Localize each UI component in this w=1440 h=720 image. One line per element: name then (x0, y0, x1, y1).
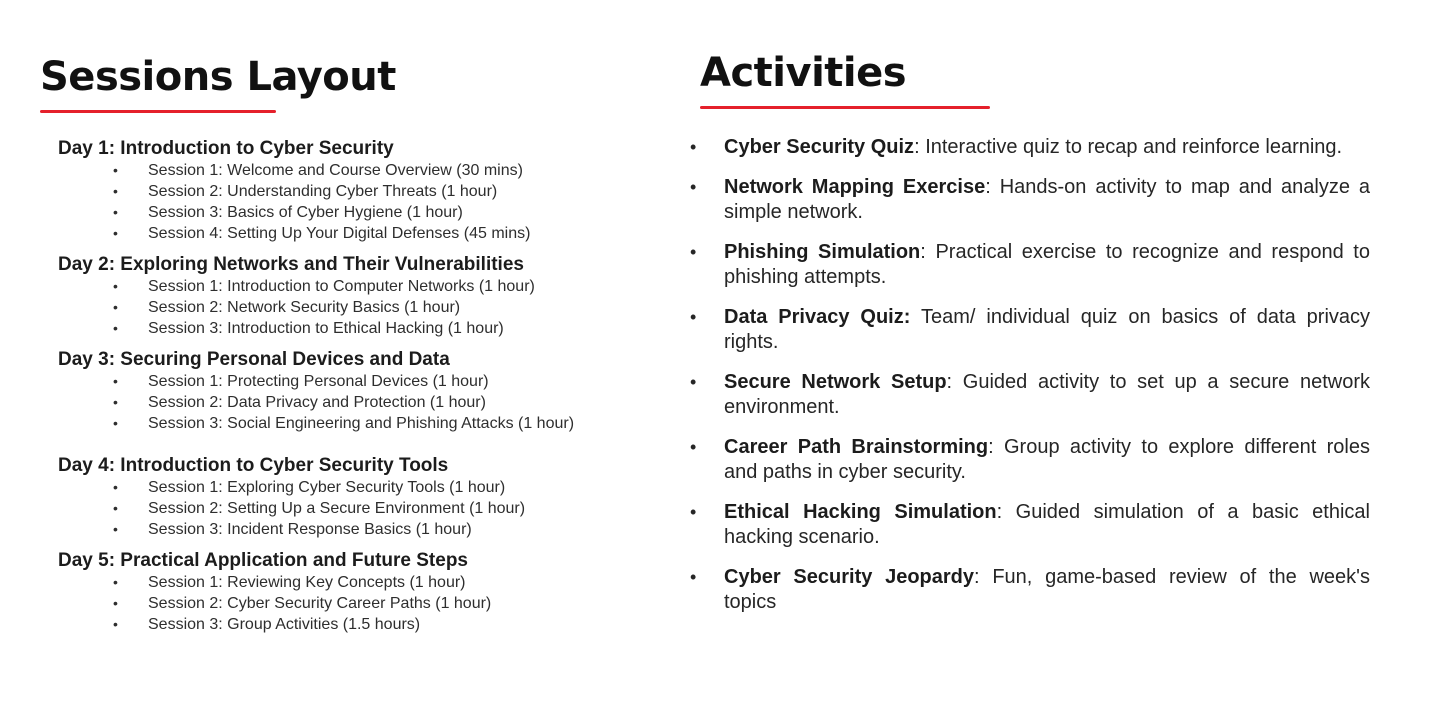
day-title: Day 4: Introduction to Cyber Security Tools (58, 455, 449, 476)
activity-separator: : (946, 371, 963, 393)
session-item: • Session 3: Social Engineering and Phishing Attacks (1 hour) (58, 413, 660, 434)
activity-name: Ethical Hacking Simulation (724, 501, 997, 523)
days-list (40, 137, 660, 635)
day-title: Day 1: Introduction to Cyber Security (58, 138, 394, 159)
activity-description: Interactive quiz to recap and reinforce learning. (925, 136, 1343, 158)
session-item: • Session 2: Understanding Cyber Threats (1 hour) (58, 181, 660, 202)
activity-description: Hands-on activity to map and analyze a simple network. (724, 176, 1370, 223)
activities-title: Activities (700, 50, 907, 96)
activities-section (700, 46, 1380, 630)
activity-item (700, 565, 1370, 615)
activity-description: Fun, game-based review of the week's topics (724, 566, 1370, 613)
activity-separator: : (996, 501, 1016, 523)
activity-item (700, 135, 1370, 160)
session-item: • Session 1: Introduction to Computer Networks (1 hour) (58, 276, 660, 297)
activity-description: Team/ individual quiz on basics of data privacy rights. (724, 306, 1371, 353)
session-item: • Session 2: Network Security Basics (1 hour) (58, 297, 660, 318)
activity-name: Network Mapping Exercise (724, 176, 986, 198)
session-item: • Session 3: Incident Response Basics (1 hour) (58, 519, 660, 540)
session-list (58, 572, 660, 635)
activity-description: Guided simulation of a basic ethical hacking scenario. (724, 501, 1370, 548)
activity-separator: : (914, 136, 926, 158)
session-item: • Session 1: Exploring Cyber Security Tools (1 hour) (58, 477, 660, 498)
session-item: • Session 2: Cyber Security Career Paths (1 hour) (58, 593, 660, 614)
activity-separator (910, 306, 921, 328)
day-2 (58, 253, 660, 339)
activity-item (700, 370, 1370, 420)
day-1 (58, 137, 660, 244)
activities-title-underline (700, 106, 990, 109)
activity-name: Data Privacy Quiz: (724, 306, 911, 328)
session-item: • Session 3: Basics of Cyber Hygiene (1 hour) (58, 202, 660, 223)
session-item: • Session 1: Protecting Personal Devices (1 hour) (58, 371, 660, 392)
session-item: • Session 4: Setting Up Your Digital Defenses (45 mins) (58, 223, 660, 244)
day-4 (58, 454, 660, 540)
activity-item (700, 240, 1370, 290)
activity-name: Secure Network Setup (724, 371, 947, 393)
activity-item (700, 435, 1370, 485)
activity-item (700, 175, 1370, 225)
activity-item (700, 305, 1370, 355)
activity-separator: : (920, 241, 936, 263)
activity-separator: : (974, 566, 993, 588)
day-title: Day 3: Securing Personal Devices and Data (58, 349, 450, 370)
session-item: • Session 1: Welcome and Course Overview (30 mins) (58, 160, 660, 181)
session-item: • Session 3: Introduction to Ethical Hacking (1 hour) (58, 318, 660, 339)
activity-name: Cyber Security Jeopardy (724, 566, 975, 588)
day-title: Day 2: Exploring Networks and Their Vulnerabilities (58, 254, 524, 275)
activity-separator: : (985, 176, 1000, 198)
activity-description: Practical exercise to recognize and respond to phishing attempts. (724, 241, 1370, 288)
sessions-layout-section (40, 52, 660, 644)
activity-item (700, 500, 1370, 550)
session-list (58, 160, 660, 244)
session-list (58, 276, 660, 339)
session-item: • Session 2: Data Privacy and Protection (1 hour) (58, 392, 660, 413)
sessions-layout-title: Sessions Layout (40, 54, 396, 100)
day-title: Day 5: Practical Application and Future Steps (58, 550, 469, 571)
session-item: • Session 3: Group Activities (1.5 hours) (58, 614, 660, 635)
day-3 (58, 348, 660, 434)
session-list (58, 477, 660, 540)
activity-description: Group activity to explore different roles and paths in cyber security. (724, 436, 1370, 483)
session-item: • Session 2: Setting Up a Secure Environment (1 hour) (58, 498, 660, 519)
activity-name: Phishing Simulation (724, 241, 921, 263)
session-item: • Session 1: Reviewing Key Concepts (1 hour) (58, 572, 660, 593)
activity-description: Guided activity to set up a secure network environment. (724, 371, 1370, 418)
session-list (58, 371, 660, 434)
activities-list (700, 135, 1380, 615)
activity-separator: : (988, 436, 1004, 458)
activity-name: Career Path Brainstorming (724, 436, 989, 458)
day-5 (58, 549, 660, 635)
activity-name: Cyber Security Quiz (724, 136, 915, 158)
sessions-title-underline (40, 110, 276, 113)
